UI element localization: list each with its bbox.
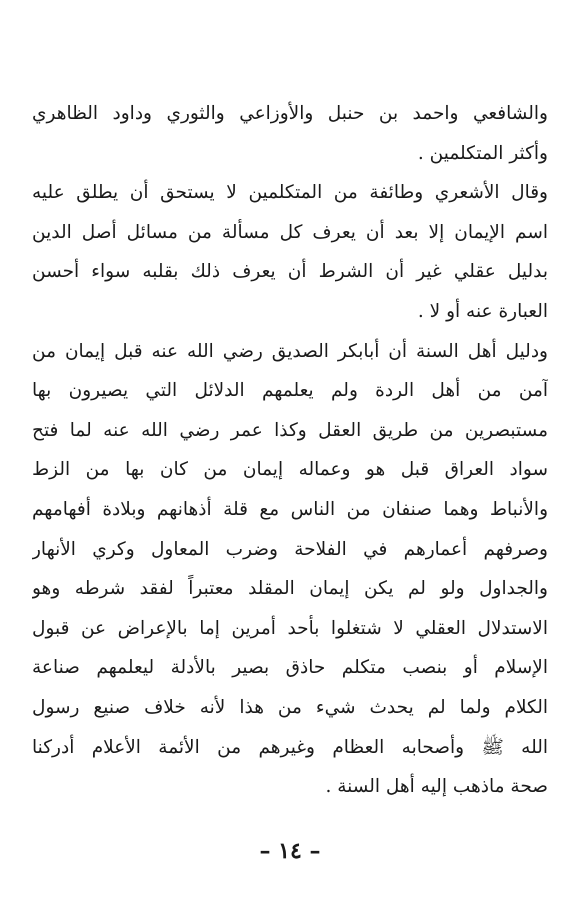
- text-line: والجداول ولو لم يكن إيمان المقلد معتبراً لفقد شرطه وهو: [32, 578, 548, 600]
- text-line: الكلام ولما لم يحدث شيء من هذا لأنه خلاف صنيع رسول: [32, 696, 548, 718]
- text-line: صحة ماذهب إليه أهل السنة .: [325, 776, 548, 798]
- text-line: وأكثر المتكلمين .: [417, 142, 548, 164]
- text-line: اسم الإيمان إلا بعد أن يعرف كل مسألة من مسائل أصل الدين: [32, 221, 548, 243]
- body-text: [32, 94, 548, 807]
- text-line: وقال الأشعري وطائفة من المتكلمين لا يستحق أن يطلق عليه: [32, 182, 548, 204]
- text-line: ودليل أهل السنة أن أبابكر الصديق رضي الله عنه قبل إيمان من: [32, 340, 548, 362]
- text-line: سواد العراق قبل هو وعماله إيمان من كان بها من الزط: [32, 459, 548, 481]
- text-line: مستبصرين من طريق العقل وكذا عمر رضي الله عنه لما فتح: [32, 419, 548, 441]
- text-line: بدليل عقلي غير أن الشرط أن يعرف ذلك بقلبه سواء أحسن: [32, 261, 548, 283]
- text-line: الله ﷺ وأصحابه العظام وغيرهم من الأئمة الأعلام أدركنا: [32, 736, 548, 758]
- text-line: وصرفهم أعمارهم في الفلاحة وضرب المعاول وكري الأنهار: [32, 538, 548, 560]
- text-line: والشافعي واحمد بن حنبل والأوزاعي والثوري وداود الظاهري: [32, 103, 548, 124]
- text-line: والأنباط وهما صنفان من الناس مع قلة أذهانهم وبلادة أفهامهم: [32, 498, 548, 520]
- text-line: العبارة عنه أو لا .: [417, 300, 548, 322]
- page-number: – ١٤ –: [259, 838, 321, 864]
- text-line: آمن من أهل الردة ولم يعلمهم الدلائل التي يصيرون بها: [32, 380, 548, 402]
- text-line: الاستدلال العقلي لا شتغلوا بأحد أمرين إما بالإعراض عن قبول: [32, 617, 548, 639]
- text-line: الإسلام أو بنصب متكلم حاذق بصير بالأدلة ليعلمهم صناعة: [32, 657, 548, 679]
